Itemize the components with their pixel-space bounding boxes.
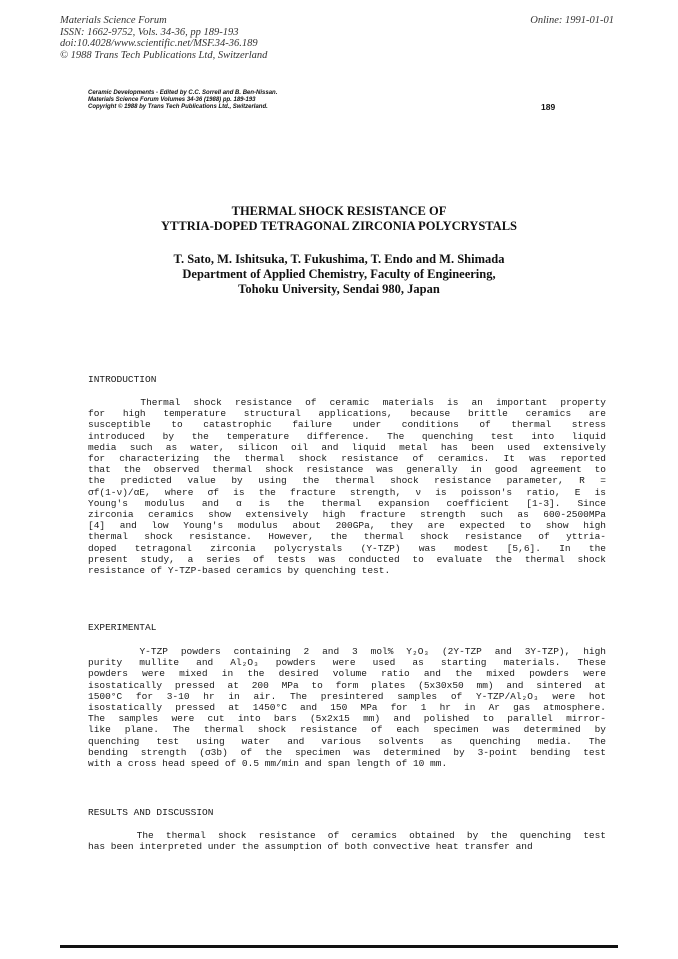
text-line: Young's modulus and α is the thermal expansion coefficient [1-3]. Since: [88, 497, 606, 509]
publisher-line: Materials Science Forum Volumes 34-36 (1988) pp. 189-193: [88, 97, 256, 104]
text-line: the predicted value by using the thermal shock resistance parameter, R =: [88, 475, 606, 487]
text-line: isostatically pressed at 1450°C and 150 MPa for 1 hr in Ar gas atmosphere.: [88, 702, 606, 714]
doi-line: doi:10.4028/www.scientific.net/MSF.34-36.189: [60, 38, 258, 50]
text-line: [4] and low Young's modulus about 200GPa, they are expected to show high: [88, 520, 606, 532]
authors: T. Sato, M. Ishitsuka, T. Fukushima, T. Endo and M. Shimada: [173, 252, 505, 266]
text-line: Y-TZP powders containing 2 and 3 mol% Y₂O₃ (2Y-TZP and 3Y-TZP), high: [88, 646, 606, 657]
page-number: 189: [541, 102, 556, 112]
introduction-body: [88, 397, 606, 576]
text-line: purity mullite and Al₂O₃ powders were used as starting materials. These: [88, 657, 606, 669]
text-line: susceptible to catastrophic failure under conditions of thermal stress: [88, 419, 606, 431]
text-line: with a cross head speed of 0.5 mm/min and span length of 10 mm.: [88, 758, 448, 770]
publisher-line: Ceramic Developments - Edited by C.C. Sorrell and B. Ben-Nissan.: [88, 90, 278, 96]
text-line: Thermal shock resistance of ceramic materials is an important property: [88, 397, 606, 408]
text-line: introduced by the temperature difference. The quenching test into liquid: [88, 430, 606, 442]
text-line: doped tetragonal zirconia polycrystals (Y-TZP) was modest [5,6]. In the: [88, 542, 606, 554]
title-line: YTTRIA-DOPED TETRAGONAL ZIRCONIA POLYCRYSTALS: [161, 219, 517, 233]
introduction-heading: INTRODUCTION: [88, 374, 157, 385]
publisher-block: [88, 90, 277, 112]
affiliation: [60, 267, 618, 297]
affiliation-line: Tohoku University, Sendai 980, Japan: [238, 282, 440, 296]
text-line: 1500°C for 3-10 hr in air. The presintered samples of Y-TZP/Al₂O₃ were hot: [88, 690, 606, 702]
text-line: present study, a series of tests was conducted to evaluate the thermal shock: [88, 553, 606, 565]
text-line: resistance of Y-TZP-based ceramics by quenching test.: [88, 565, 391, 577]
results-heading: RESULTS AND DISCUSSION: [88, 807, 214, 818]
text-line: quenching test using water and various solvents as quenching media. The: [88, 735, 606, 747]
text-line: like plane. The thermal shock resistance of each specimen was determined by: [88, 724, 606, 736]
results-body: [88, 830, 606, 852]
text-line: isostatically pressed at 200 MPa to form plates (5x30x50 mm) and sintered at: [88, 679, 606, 691]
text-line: zirconia ceramics show extensively high fracture strength such as 600-2500MPa: [88, 509, 606, 521]
experimental-body: [88, 646, 606, 769]
page-bottom-rule: [60, 945, 618, 948]
text-line: that the observed thermal shock resistance was generally in good agreement to: [88, 464, 606, 476]
title-line: THERMAL SHOCK RESISTANCE OF: [231, 204, 447, 218]
paper-title: [60, 204, 618, 234]
text-line: has been interpreted under the assumption of both convective heat transfer and: [88, 841, 533, 853]
journal-name: Materials Science Forum: [60, 15, 167, 26]
affiliation-line: Department of Applied Chemistry, Faculty of Engineering,: [182, 267, 496, 281]
text-line: media such as water, silicon oil and liquid metal has been used extensively: [88, 441, 606, 453]
text-line: thermal shock resistance. However, the thermal shock resistance of yttria-: [88, 531, 606, 543]
experimental-heading: EXPERIMENTAL: [88, 622, 157, 633]
text-line: σf(1-ν)/αE, where σf is the fracture strength, ν is poisson's ratio, E is: [88, 486, 606, 498]
issn-line: ISSN: 1662-9752, Vols. 34-36, pp 189-193: [60, 26, 239, 38]
copyright-line: © 1988 Trans Tech Publications Ltd, Switzerland: [60, 49, 268, 61]
text-line: The thermal shock resistance of ceramics obtained by the quenching test: [88, 830, 606, 841]
text-line: for high temperature structural applications, because brittle ceramics are: [88, 408, 606, 420]
text-line: powders were mixed in the desired volume ratio and the mixed powders were: [88, 668, 606, 680]
publisher-line: Copyright © 1988 by Trans Tech Publications Ltd., Switzerland.: [88, 104, 268, 111]
text-line: for characterizing the thermal shock resistance of ceramics. It was reported: [88, 453, 606, 465]
text-line: The samples were cut into bars (5x2x15 mm) and polished to parallel mirror-: [88, 713, 606, 725]
journal-header: [60, 15, 267, 61]
online-date: Online: 1991-01-01: [530, 15, 614, 26]
text-line: bending strength (σ3b) of the specimen was determined by 3-point bending test: [88, 746, 606, 758]
